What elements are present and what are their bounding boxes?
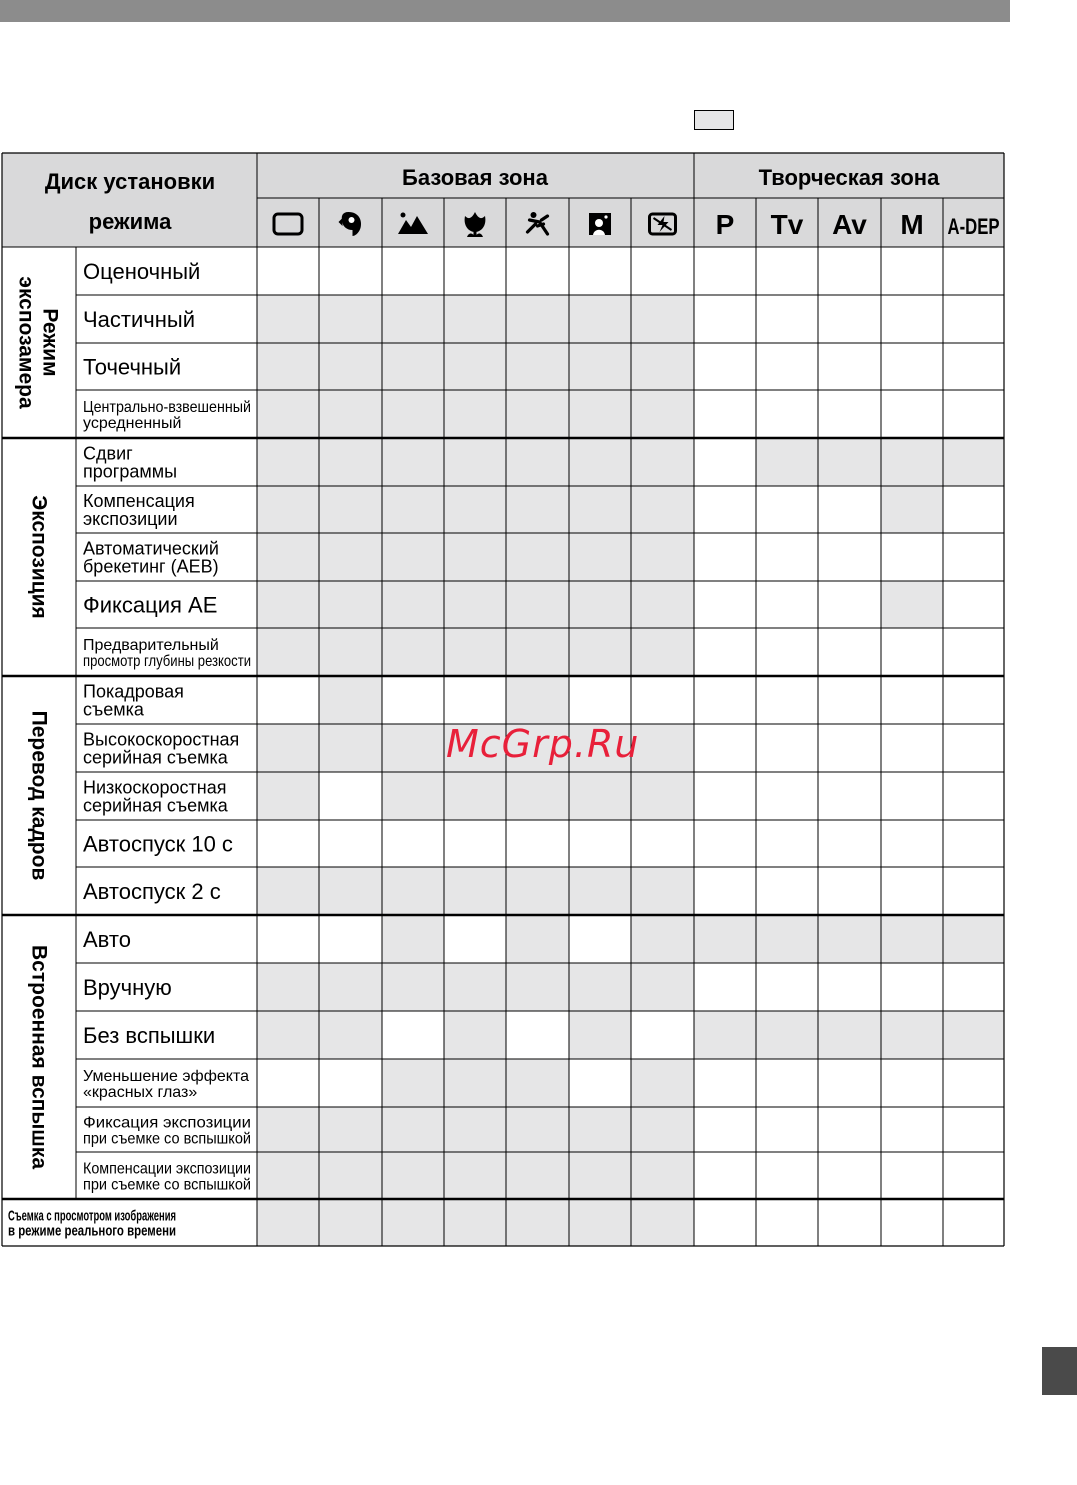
cell-available (818, 247, 881, 295)
cell-available (818, 533, 881, 581)
row-label: съемка (83, 699, 144, 720)
cell-available (382, 1011, 444, 1059)
cell-unavailable (382, 581, 444, 628)
cell-unavailable (569, 1011, 631, 1059)
night-portrait-icon (589, 213, 611, 235)
group-label: Встроенная вспышка (27, 945, 51, 1169)
cell-unavailable (506, 867, 569, 915)
cell-available (631, 676, 694, 724)
cell-unavailable (257, 486, 319, 533)
row-label: Автоспуск 2 с (83, 878, 221, 904)
row-label: усредненный (83, 414, 182, 432)
group-label: экспозамера (14, 276, 38, 409)
cell-unavailable (569, 533, 631, 581)
row-label: серийная съемка (83, 747, 228, 768)
cell-available (818, 724, 881, 772)
cell-unavailable (569, 486, 631, 533)
cell-unavailable (506, 1152, 569, 1199)
cell-unavailable (818, 1011, 881, 1059)
cell-unavailable (444, 1199, 506, 1246)
cell-unavailable (506, 1107, 569, 1152)
cell-unavailable (943, 438, 1004, 486)
cell-unavailable (569, 295, 631, 343)
cell-available (569, 676, 631, 724)
cell-available (444, 247, 506, 295)
cell-unavailable (506, 963, 569, 1011)
cell-unavailable (569, 1152, 631, 1199)
cell-unavailable (382, 915, 444, 963)
cell-available (943, 581, 1004, 628)
cell-unavailable (506, 533, 569, 581)
mode-A-DEP-label: A-DEP (947, 214, 1000, 239)
cell-available (631, 820, 694, 867)
cell-unavailable (506, 1059, 569, 1107)
row-label: Автоспуск 10 с (83, 831, 233, 857)
cell-unavailable (569, 1107, 631, 1152)
cell-unavailable (444, 1152, 506, 1199)
cell-unavailable (444, 533, 506, 581)
cell-unavailable (382, 390, 444, 438)
row-label: Предварительный (83, 636, 219, 654)
row-label: Оценочный (83, 258, 201, 284)
cell-available (818, 295, 881, 343)
group-label: Перевод кадров (27, 710, 51, 881)
cell-unavailable (631, 1152, 694, 1199)
cell-available (694, 1199, 756, 1246)
cell-unavailable (756, 438, 818, 486)
cell-unavailable (257, 867, 319, 915)
basic-zone-title: Базовая зона (402, 165, 548, 190)
cell-unavailable (631, 438, 694, 486)
cell-unavailable (257, 724, 319, 772)
cell-unavailable (382, 533, 444, 581)
cell-unavailable (444, 343, 506, 390)
cell-available (382, 247, 444, 295)
cell-unavailable (881, 581, 943, 628)
row-label: Центрально-взвешенный (83, 398, 251, 416)
cell-available (818, 581, 881, 628)
mode-Av-label: Av (832, 209, 867, 240)
cell-unavailable (257, 1152, 319, 1199)
dial-title-line1: Диск установки (44, 169, 216, 194)
cell-available (881, 1152, 943, 1199)
cell-unavailable (444, 628, 506, 676)
cell-available (756, 1059, 818, 1107)
row-label: «красных глаз» (83, 1083, 198, 1101)
cell-available (444, 915, 506, 963)
cell-available (818, 343, 881, 390)
cell-unavailable (257, 438, 319, 486)
watermark: McGrp.Ru (446, 722, 640, 766)
row-label: Покадровая (83, 681, 184, 702)
cell-available (694, 390, 756, 438)
cell-unavailable (881, 1011, 943, 1059)
row-label: Уменьшение эффекта (83, 1067, 249, 1085)
cell-available (257, 247, 319, 295)
cell-unavailable (631, 581, 694, 628)
cell-unavailable (319, 963, 382, 1011)
cell-unavailable (631, 1059, 694, 1107)
cell-unavailable (257, 772, 319, 820)
cell-available (694, 1152, 756, 1199)
cell-unavailable (506, 343, 569, 390)
cell-available (881, 295, 943, 343)
cell-unavailable (506, 628, 569, 676)
cell-available (694, 486, 756, 533)
cell-available (631, 247, 694, 295)
cell-available (694, 438, 756, 486)
cell-unavailable (319, 676, 382, 724)
cell-unavailable (569, 581, 631, 628)
cell-available (943, 1152, 1004, 1199)
cell-unavailable (631, 628, 694, 676)
cell-unavailable (319, 867, 382, 915)
cell-unavailable (881, 486, 943, 533)
row-label: брекетинг (AEB) (83, 556, 219, 577)
cell-available (756, 533, 818, 581)
cell-available (943, 533, 1004, 581)
cell-unavailable (319, 628, 382, 676)
row-label: Компенсации экспозиции (83, 1160, 251, 1178)
cell-available (382, 820, 444, 867)
cell-available (506, 1011, 569, 1059)
cell-unavailable (506, 438, 569, 486)
cell-unavailable (444, 581, 506, 628)
creative-zone-title: Творческая зона (758, 165, 940, 190)
cell-unavailable (444, 1059, 506, 1107)
cell-available (319, 772, 382, 820)
row-label: Высокоскоростная (83, 729, 240, 750)
cell-available (319, 820, 382, 867)
cell-available (818, 390, 881, 438)
cell-unavailable (382, 724, 444, 772)
cell-unavailable (257, 390, 319, 438)
cell-available (694, 628, 756, 676)
cell-available (818, 1107, 881, 1152)
cell-available (756, 772, 818, 820)
cell-available (818, 820, 881, 867)
cell-unavailable (943, 915, 1004, 963)
cell-unavailable (506, 676, 569, 724)
cell-unavailable (631, 867, 694, 915)
cell-available (881, 1107, 943, 1152)
cell-available (818, 1199, 881, 1246)
cell-available (569, 915, 631, 963)
cell-available (881, 772, 943, 820)
cell-available (943, 1059, 1004, 1107)
cell-unavailable (319, 581, 382, 628)
cell-available (881, 247, 943, 295)
cell-unavailable (631, 343, 694, 390)
cell-unavailable (382, 867, 444, 915)
cell-unavailable (569, 963, 631, 1011)
cell-available (382, 676, 444, 724)
cell-available (943, 628, 1004, 676)
cell-unavailable (319, 486, 382, 533)
row-label: Фиксация AE (83, 592, 218, 618)
cell-unavailable (694, 1011, 756, 1059)
row-label: Точечный (83, 354, 182, 380)
cell-unavailable (444, 438, 506, 486)
cell-unavailable (444, 486, 506, 533)
cell-available (756, 390, 818, 438)
cell-unavailable (257, 343, 319, 390)
row-label: просмотр глубины резкости (83, 652, 251, 670)
cell-available (319, 247, 382, 295)
cell-available (881, 963, 943, 1011)
cell-available (257, 820, 319, 867)
cell-available (881, 628, 943, 676)
cell-available (818, 676, 881, 724)
cell-unavailable (631, 533, 694, 581)
cell-available (943, 724, 1004, 772)
cell-available (756, 247, 818, 295)
cell-unavailable (506, 1199, 569, 1246)
cell-unavailable (631, 772, 694, 820)
cell-available (694, 581, 756, 628)
cell-unavailable (319, 1011, 382, 1059)
cell-available (756, 581, 818, 628)
cell-unavailable (569, 390, 631, 438)
cell-unavailable (569, 438, 631, 486)
cell-available (694, 295, 756, 343)
cell-available (694, 343, 756, 390)
group-label: Режим (38, 308, 62, 377)
cell-available (818, 1059, 881, 1107)
group-label: Экспозиция (27, 495, 51, 619)
cell-available (694, 867, 756, 915)
cell-available (569, 247, 631, 295)
cell-unavailable (382, 343, 444, 390)
cell-available (881, 390, 943, 438)
cell-available (943, 247, 1004, 295)
cell-available (818, 1152, 881, 1199)
cell-unavailable (257, 628, 319, 676)
cell-available (756, 1152, 818, 1199)
cell-unavailable (631, 724, 694, 772)
cell-unavailable (569, 772, 631, 820)
cell-unavailable (319, 438, 382, 486)
cell-available (943, 963, 1004, 1011)
cell-available (881, 820, 943, 867)
cell-unavailable (631, 486, 694, 533)
row-label: экспозиции (83, 508, 178, 529)
cell-unavailable (569, 1199, 631, 1246)
cell-unavailable (382, 295, 444, 343)
cell-unavailable (943, 1011, 1004, 1059)
cell-unavailable (382, 438, 444, 486)
cell-unavailable (382, 1107, 444, 1152)
row-label: Фиксация экспозиции (83, 1114, 252, 1132)
cell-unavailable (382, 628, 444, 676)
row-label: Авто (83, 926, 131, 952)
cell-unavailable (257, 581, 319, 628)
cell-available (319, 1059, 382, 1107)
cell-available (694, 247, 756, 295)
cell-available (943, 295, 1004, 343)
cell-available (943, 343, 1004, 390)
cell-unavailable (506, 390, 569, 438)
cell-available (569, 1059, 631, 1107)
cell-unavailable (569, 628, 631, 676)
cell-available (756, 295, 818, 343)
cell-unavailable (319, 533, 382, 581)
cell-available (694, 1059, 756, 1107)
cell-unavailable (506, 772, 569, 820)
cell-unavailable (506, 915, 569, 963)
cell-available (694, 963, 756, 1011)
cell-unavailable (257, 1107, 319, 1152)
cell-available (818, 628, 881, 676)
cell-unavailable (694, 915, 756, 963)
cell-unavailable (257, 1199, 319, 1246)
cell-available (569, 820, 631, 867)
cell-available (881, 676, 943, 724)
cell-available (756, 724, 818, 772)
cell-unavailable (382, 772, 444, 820)
cell-unavailable (319, 390, 382, 438)
cell-unavailable (257, 1011, 319, 1059)
cell-available (943, 676, 1004, 724)
cell-available (756, 963, 818, 1011)
cell-available (881, 1059, 943, 1107)
cell-available (881, 724, 943, 772)
cell-available (444, 820, 506, 867)
mode-Tv-label: Tv (770, 209, 804, 240)
cell-available (818, 867, 881, 915)
mode-P-label: P (715, 209, 735, 240)
cell-unavailable (382, 1059, 444, 1107)
cell-available (756, 628, 818, 676)
cell-unavailable (506, 486, 569, 533)
cell-available (881, 1199, 943, 1246)
cell-available (694, 820, 756, 867)
cell-available (444, 676, 506, 724)
cell-unavailable (756, 915, 818, 963)
row-label: Автоматический (83, 538, 219, 559)
cell-available (756, 820, 818, 867)
cell-available (881, 533, 943, 581)
cell-unavailable (631, 915, 694, 963)
cell-available (319, 915, 382, 963)
cell-unavailable (631, 1199, 694, 1246)
cell-available (881, 867, 943, 915)
cell-unavailable (382, 963, 444, 1011)
cell-unavailable (506, 581, 569, 628)
cell-unavailable (631, 390, 694, 438)
row-label: Частичный (83, 306, 195, 332)
cell-unavailable (257, 963, 319, 1011)
cell-available (257, 915, 319, 963)
cell-unavailable (319, 295, 382, 343)
cell-available (694, 676, 756, 724)
cell-unavailable (382, 1152, 444, 1199)
cell-unavailable (319, 343, 382, 390)
cell-available (943, 486, 1004, 533)
cell-available (943, 1107, 1004, 1152)
cell-available (881, 343, 943, 390)
cell-unavailable (319, 1152, 382, 1199)
cell-available (818, 772, 881, 820)
cell-unavailable (444, 1011, 506, 1059)
cell-unavailable (444, 390, 506, 438)
cell-available (818, 963, 881, 1011)
row-label: серийная съемка (83, 795, 228, 816)
cell-available (756, 486, 818, 533)
row-label: при съемке со вспышкой (83, 1130, 251, 1148)
cell-unavailable (444, 772, 506, 820)
cell-unavailable (569, 867, 631, 915)
row-label: программы (83, 461, 178, 482)
row-label: Компенсация (83, 490, 195, 511)
dial-title-line2: режима (88, 209, 172, 234)
cell-unavailable (818, 915, 881, 963)
cell-unavailable (444, 1107, 506, 1152)
cell-available (756, 1107, 818, 1152)
cell-unavailable (631, 963, 694, 1011)
cell-available (943, 820, 1004, 867)
cell-available (506, 820, 569, 867)
cell-unavailable (319, 1199, 382, 1246)
cell-unavailable (319, 1107, 382, 1152)
cell-unavailable (631, 1107, 694, 1152)
cell-available (943, 772, 1004, 820)
cell-available (694, 533, 756, 581)
cell-unavailable (257, 533, 319, 581)
cell-unavailable (756, 1011, 818, 1059)
cell-available (943, 390, 1004, 438)
cell-available (756, 676, 818, 724)
cell-available (506, 247, 569, 295)
cell-unavailable (881, 915, 943, 963)
cell-unavailable (631, 295, 694, 343)
cell-available (694, 1107, 756, 1152)
cell-available (631, 1011, 694, 1059)
cell-available (257, 1059, 319, 1107)
cell-available (943, 867, 1004, 915)
cell-unavailable (382, 486, 444, 533)
cell-unavailable (569, 343, 631, 390)
cell-unavailable (506, 295, 569, 343)
cell-available (756, 343, 818, 390)
cell-available (818, 486, 881, 533)
cell-available (756, 1199, 818, 1246)
cell-available (257, 676, 319, 724)
cell-unavailable (444, 867, 506, 915)
cell-unavailable (382, 1199, 444, 1246)
row-label: Без вспышки (83, 1022, 216, 1048)
cell-unavailable (319, 724, 382, 772)
cell-available (694, 772, 756, 820)
mode-M-label: M (900, 209, 924, 240)
footer-row-label: Съемка с просмотром изображения (8, 1207, 176, 1225)
footer-row-label: в режиме реального времени (8, 1222, 176, 1240)
cell-unavailable (818, 438, 881, 486)
cell-unavailable (444, 963, 506, 1011)
row-label: Вручную (83, 974, 172, 1000)
cell-available (694, 724, 756, 772)
cell-unavailable (257, 295, 319, 343)
cell-unavailable (444, 295, 506, 343)
row-label: Низкоскоростная (83, 777, 227, 798)
row-label: при съемке со вспышкой (83, 1176, 251, 1194)
row-label: Сдвиг (83, 443, 133, 464)
cell-unavailable (881, 438, 943, 486)
cell-available (943, 1199, 1004, 1246)
cell-available (756, 867, 818, 915)
side-tab-marker (1042, 1347, 1077, 1395)
